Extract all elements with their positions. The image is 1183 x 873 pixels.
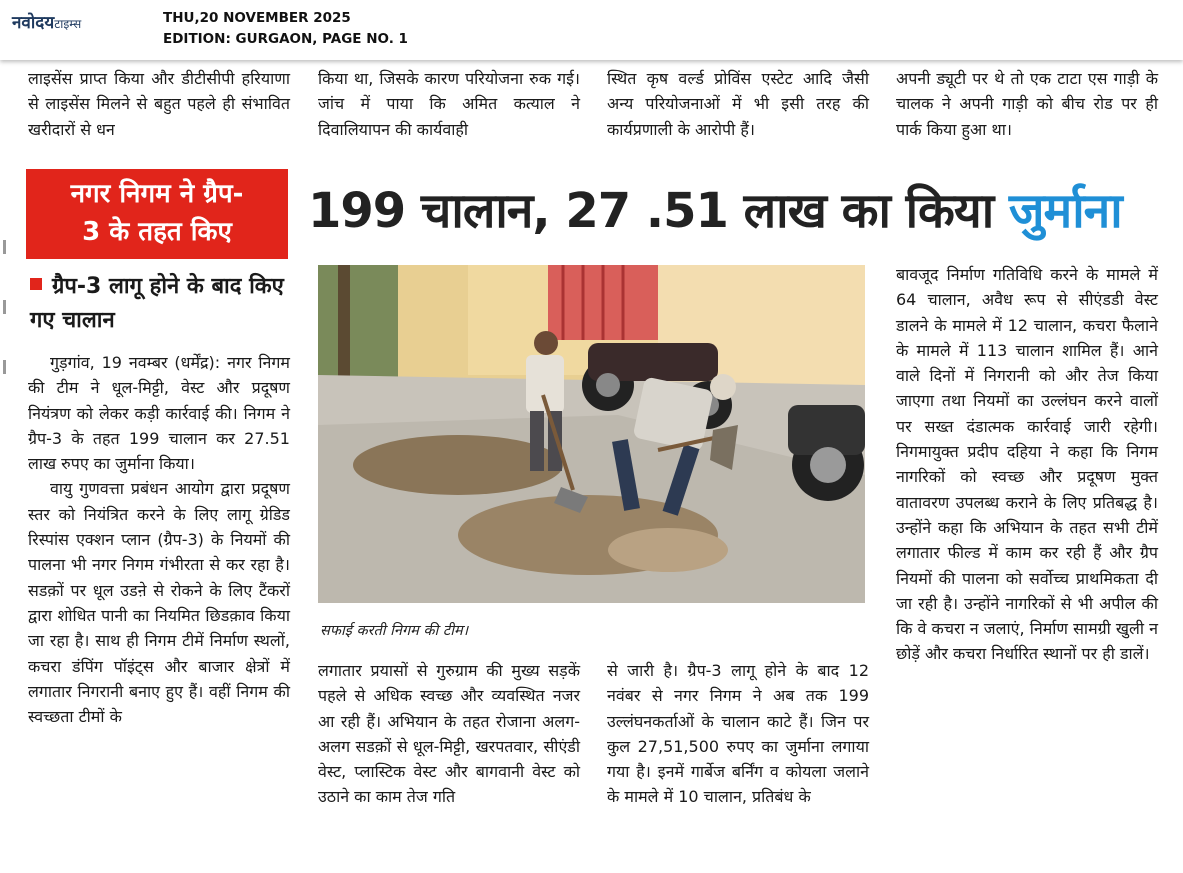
prev-article-col-2-text: किया था, जिसके कारण परियोजना रुक गई। जांच में पाया कि अमित कत्याल ने दिवालियापन की कार्यवाही <box>318 69 580 139</box>
prev-article-col-4 <box>896 66 1158 142</box>
prev-article-col-1-text: लाइसेंस प्राप्त किया और डीटीसीपी हरियाणा से लाइसेंस मिलने से बहुत पहले ही संभावित खरीदारों से धन <box>28 69 290 139</box>
article-subhead <box>30 270 292 338</box>
subhead-text: ग्रैप-3 लागू होने के बाद किए गए चालान <box>30 274 284 333</box>
edition-name: EDITION: GURGAON, PAGE NO. 1 <box>163 31 408 47</box>
edition-date: THU,20 NOVEMBER 2025 <box>163 10 351 26</box>
right-text: बावजूद निर्माण गतिविधि करने के मामले में 64 चालान, अवैध रूप से सीएंडडी वेस्ट डालने के मामले में 12 चालान, कचरा फैलाने के मामले में 113 चालान शामिल हैं। आने वाले दिनों में निगरानी को और तेज किया जाएगा तथा नियमों का उल्लंघन करने वालों पर सख्त दंडात्मक कार्रवाई जारी रहेगी। निगमायुक्त प्रदीप दहिया ने कहा कि निगम नागरिकों को स्वच्छ और प्रदूषण मुक्त वातावरण उपलब्ध कराने के लिए प्रतिबद्ध है। उन्होंने कहा कि अभियान के तहत सभी टीमें लगातार फील्ड में काम कर रही हैं और ग्रैप नियमों की पालना को सर्वोच्च प्राथमिकता दी जा रही है। उन्होंने नागरिकों से भी अपील की कि वे कचरा न जलाएं, निर्माण सामग्री खुली न छोड़ें और कचरा निर्धारित स्थानों पर ही डालें। <box>896 265 1158 664</box>
left-paragraph-2: वायु गुणवत्ता प्रबंधन आयोग द्वारा प्रदूषण स्तर को नियंत्रित करने के लिए लागू ग्रेडिड रिस्पांस एक्शन प्लान (ग्रैप-3) के नियमों की पालना भी नगर निगम गंभीरता से कर रहा है। सडक़ों पर धूल उडऩे से रोकने के लिए टैंकरों द्वारा शोधित पानी का नियमित छिडक़ाव किया जा रहा है। साथ ही निगम टीमें निर्माण स्थलों, कचरा डंपिंग पॉइंट्स और बाजार क्षेत्रों में लगातार निगरानी बनाए हुए हैं। वहीं निगम की स्वच्छता टीमों के <box>28 479 290 727</box>
prev-article-col-1 <box>28 66 290 142</box>
headline-accent-text: जुर्माना <box>1008 183 1122 239</box>
logo-suffix-text: टाइम्स <box>54 17 82 31</box>
mid-1-text: लगातार प्रयासों से गुरुग्राम की मुख्य सड़कें पहले से अधिक स्वच्छ और व्यवस्थित नजर आ रही हैं। अभियान के तहत रोजाना अलग-अलग सडक़ों से धूल-मिट्टी, खरपतवार, सीएंडी वेस्ट, प्लास्टिक वेस्ट और बागवानी वेस्ट को उठाने का काम तेज गति <box>318 661 580 807</box>
workers-cleaning-road-illustration <box>318 265 865 603</box>
article-column-left <box>28 350 290 729</box>
article-headline <box>308 176 1122 246</box>
prev-article-col-2 <box>318 66 580 142</box>
article-kicker-box <box>26 169 288 259</box>
mid-2-text: से जारी है। ग्रैप-3 लागू होने के बाद 12 नवंबर से नगर निगम ने अब तक 199 उल्लंघनकर्ताओं के चालान काटे हैं। जिन पर कुल 27,51,500 रुपए का जुर्माना लगाया गया है। इनमें गार्बेज बर्निंग व कोयला जलाने के मामले में 10 चालान, प्रतिबंध के <box>607 661 869 807</box>
article-column-mid-2 <box>607 658 869 810</box>
article-column-mid-1 <box>318 658 580 810</box>
article-photo[interactable] <box>318 265 865 603</box>
edition-info <box>163 8 408 50</box>
margin-mark <box>3 360 6 374</box>
masthead-bar <box>0 0 1183 60</box>
logo-main-text: नवोदय <box>12 13 55 33</box>
prev-article-col-3 <box>607 66 869 142</box>
margin-mark <box>3 300 6 314</box>
kicker-line-1: नगर निगम ने ग्रैप- <box>70 179 244 209</box>
photo-caption: सफाई करती निगम की टीम। <box>320 623 469 639</box>
newspaper-logo[interactable] <box>12 10 81 33</box>
red-square-bullet-icon <box>30 278 42 290</box>
headline-main-text: 199 चालान, 27 .51 लाख का किया <box>308 183 994 239</box>
margin-mark <box>3 240 6 254</box>
left-paragraph-1: गुड़गांव, 19 नवम्बर (धर्मेंद्र): नगर निगम की टीम ने धूल-मिट्टी, वेस्ट और प्रदूषण नियंत्रण को लेकर कड़ी कार्रवाई की। निगम ने ग्रैप-3 के तहत 199 चालान कर 27.51 लाख रुपए का जुर्माना किया। <box>28 353 290 474</box>
prev-article-col-3-text: स्थित कृष वर्ल्ड प्रोविंस एस्टेट आदि जैसी अन्य परियोजनाओं में भी इसी तरह की कार्यप्रणाली के आरोपी हैं। <box>607 69 869 139</box>
prev-article-col-4-text: अपनी ड्यूटी पर थे तो एक टाटा एस गाड़ी के चालक ने अपनी गाड़ी को बीच रोड पर ही पार्क किया हुआ था। <box>896 69 1158 139</box>
kicker-line-2: 3 के तहत किए <box>82 217 232 247</box>
article-column-right <box>896 262 1158 667</box>
